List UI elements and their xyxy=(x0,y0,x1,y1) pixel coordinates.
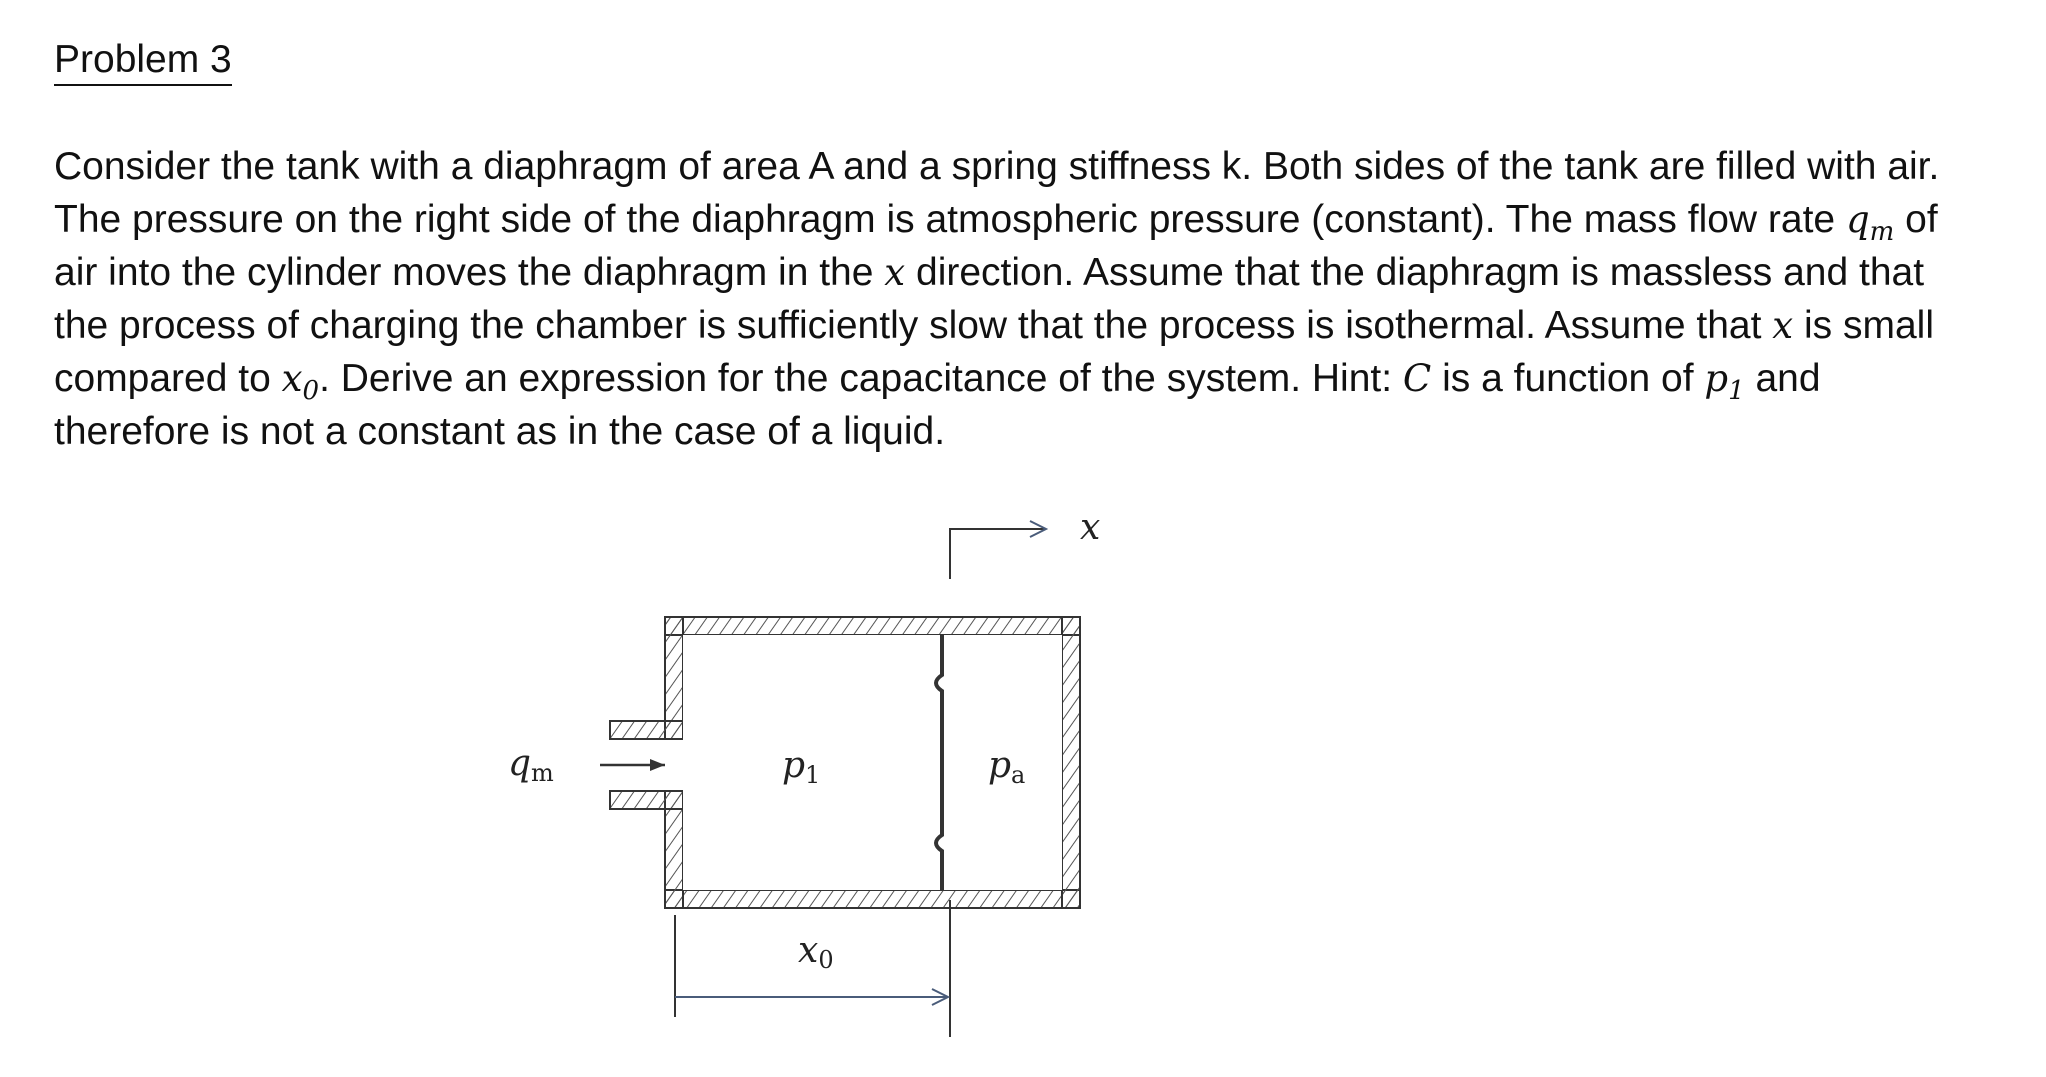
label-qm-sub: m xyxy=(531,759,554,787)
statement-line-1-text: Consider the tank with a diaphragm of area A and a spring stiffness k. Both sides of the tank are filled with air. xyxy=(54,145,1940,188)
problem-heading: Problem 3 xyxy=(54,36,232,86)
label-qm-var: q xyxy=(508,743,532,784)
inlet-pipe-upper xyxy=(610,721,683,739)
statement-line-2-text-a: The pressure on the right side of the diaphragm is atmospheric pressure (constant). The mass flow rate xyxy=(54,198,1836,241)
tank-bottom-wall xyxy=(665,890,1080,908)
math-x-2: x xyxy=(1772,304,1794,347)
label-x: x xyxy=(1080,507,1101,548)
tank-diaphragm-figure xyxy=(480,505,1140,1045)
statement-line-1 xyxy=(54,140,2004,193)
label-pa-sub: a xyxy=(1011,761,1026,789)
statement-line-3-text-a: air into the cylinder moves the diaphragm in the xyxy=(54,251,874,294)
inlet-pipe-lower xyxy=(610,791,683,809)
statement-line-5-text-c: is a function of xyxy=(1442,357,1694,400)
statement-line-3 xyxy=(54,246,2004,299)
tank-right-wall xyxy=(1062,617,1080,908)
label-x0-sub: 0 xyxy=(818,946,834,974)
math-x0 xyxy=(281,357,320,406)
math-p1-sub: 1 xyxy=(1728,376,1745,406)
statement-line-6 xyxy=(54,405,2004,458)
math-c: C xyxy=(1402,357,1432,400)
statement-line-5-text-d: and xyxy=(1755,357,1821,400)
statement-line-2-text-b: of xyxy=(1905,198,1938,241)
math-p1 xyxy=(1704,357,1745,406)
label-p1-sub: 1 xyxy=(805,761,821,789)
statement-line-5 xyxy=(54,352,2004,405)
statement-line-5-text-a: compared to xyxy=(54,357,271,400)
label-x0 xyxy=(798,930,834,974)
math-qm-var: q xyxy=(1845,198,1870,241)
math-x0-var: x xyxy=(281,357,303,400)
label-p1-var: p xyxy=(782,745,806,786)
statement-line-4-text-a: the process of charging the chamber is sufficiently slow that the process is isothermal. Assume that xyxy=(54,304,1762,347)
math-x0-sub: 0 xyxy=(302,376,320,406)
statement-line-6-text: therefore is not a constant as in the case of a liquid. xyxy=(54,410,946,453)
math-qm xyxy=(1845,198,1895,247)
label-x0-var: x xyxy=(798,930,819,971)
statement-line-2 xyxy=(54,193,2004,246)
statement-line-5-text-b: . Derive an expression for the capacitance of the system. Hint: xyxy=(319,357,1393,400)
tank-top-wall xyxy=(665,617,1080,635)
label-qm xyxy=(508,743,554,787)
statement-line-4-text-b: is small xyxy=(1804,304,1935,347)
problem-statement xyxy=(54,140,2004,458)
label-pa xyxy=(988,745,1026,789)
math-qm-sub: m xyxy=(1869,217,1895,247)
math-x: x xyxy=(884,251,906,294)
label-pa-var: p xyxy=(988,745,1012,786)
label-p1 xyxy=(782,745,821,789)
math-p1-var: p xyxy=(1704,357,1729,400)
statement-line-3-text-b: direction. Assume that the diaphragm is massless and that xyxy=(916,251,1925,294)
statement-line-4 xyxy=(54,299,2004,352)
